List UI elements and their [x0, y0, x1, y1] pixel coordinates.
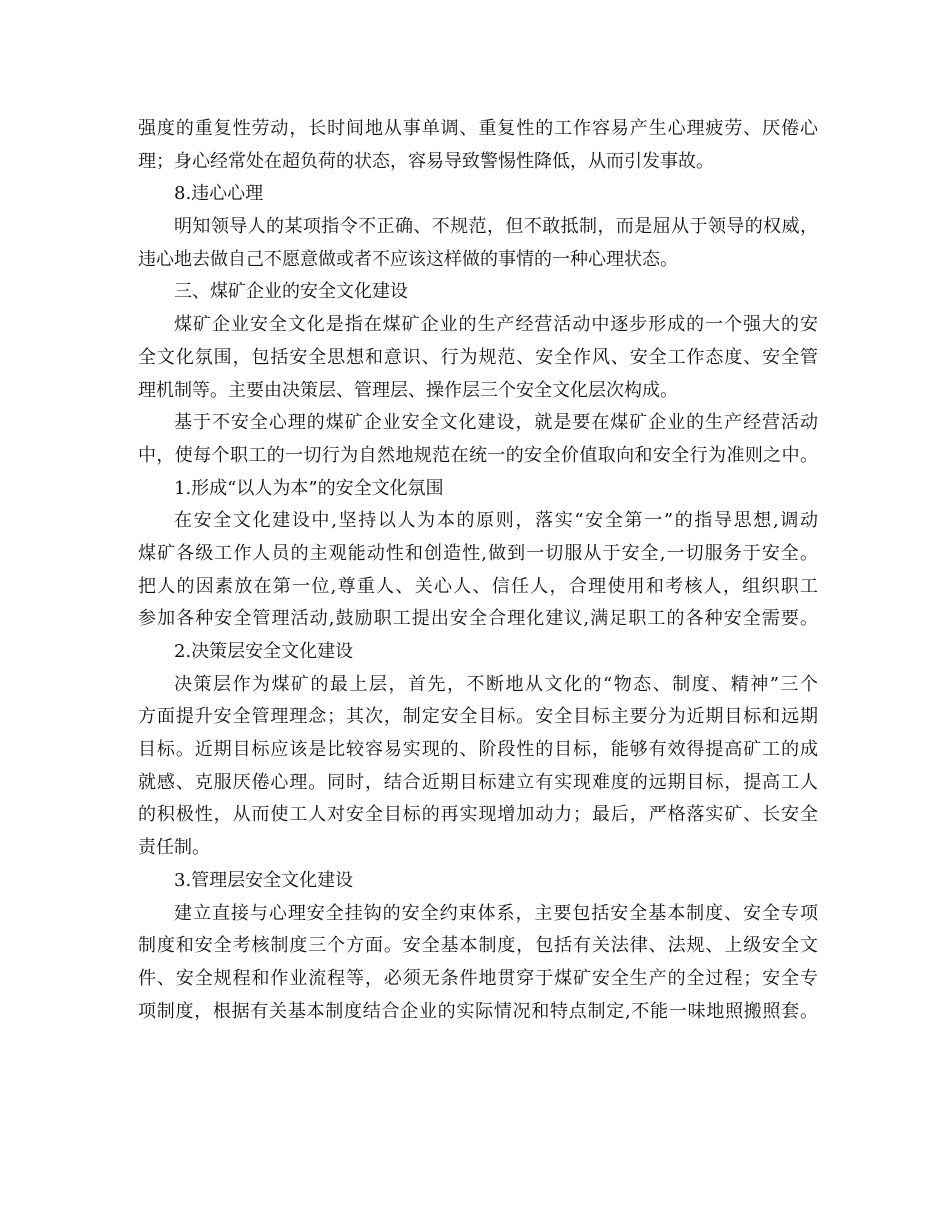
section-heading: 3.管理层安全文化建设 — [174, 869, 354, 891]
text-line: 明知领导人的某项指令不正确、不规范，但不敢抵制，而是屈从于领导的权威， — [174, 216, 818, 238]
text-line: 煤矿企业安全文化是指在煤矿企业的生产经营活动中逐步形成的一个强大的安 — [174, 314, 818, 336]
text-line: 把人的因素放在第一位,尊重人、关心人、信任人，合理使用和考核人，组织职工 — [138, 575, 818, 597]
text-line: 制度和安全考核制度三个方面。安全基本制度，包括有关法律、法规、上级安全文 — [138, 935, 818, 957]
text-line: 理；身心经常处在超负荷的状态，容易导致警惕性降低，从而引发事故。 — [138, 150, 714, 172]
text-line: 方面提升安全管理理念；其次，制定安全目标。安全目标主要分为近期目标和远期 — [138, 706, 818, 728]
text-line: 理机制等。主要由决策层、管理层、操作层三个安全文化层次构成。 — [138, 379, 678, 401]
text-line: 件、安全规程和作业流程等，必须无条件地贯穿于煤矿安全生产的全过程；安全专 — [138, 967, 818, 989]
text-line: 项制度，根据有关基本制度结合企业的实际情况和特点制定,不能一味地照搬照套。 — [138, 1000, 818, 1022]
text-line: 的积极性，从而使工人对安全目标的再实现增加动力；最后，严格落实矿、长安全 — [138, 804, 818, 826]
section-heading: 8.违心心理 — [174, 183, 264, 205]
text-line: 全文化氛围，包括安全思想和意识、行为规范、安全作风、安全工作态度、安全管 — [138, 346, 818, 368]
text-line: 基于不安全心理的煤矿企业安全文化建设，就是要在煤矿企业的生产经营活动 — [174, 412, 818, 434]
text-line: 就感、克服厌倦心理。同时，结合近期目标建立有实现难度的远期目标，提高工人 — [138, 771, 818, 793]
document-body — [138, 113, 818, 1028]
section-heading: 1.形成“以人为本”的安全文化氛围 — [174, 477, 444, 499]
text-line: 强度的重复性劳动，长时间地从事单调、重复性的工作容易产生心理疲劳、厌倦心 — [138, 118, 818, 139]
text-line: 在安全文化建设中,坚持以人为本的原则，落实“安全第一”的指导思想,调动 — [174, 510, 818, 532]
text-line: 目标。近期目标应该是比较容易实现的、阶段性的目标，能够有效得提高矿工的成 — [138, 739, 818, 761]
section-heading: 2.决策层安全文化建设 — [174, 641, 354, 662]
text-line: 建立直接与心理安全挂钩的安全约束体系，主要包括安全基本制度、安全专项 — [174, 902, 818, 924]
text-line: 中，使每个职工的一切行为自然地规范在统一的安全价值取向和安全行为准则之中。 — [138, 444, 818, 466]
text-line: 违心地去做自己不愿意做或者不应该这样做的事情的一种心理状态。 — [138, 248, 678, 270]
text-line: 煤矿各级工作人员的主观能动性和创造性,做到一切服从于安全,一切服务于安全。 — [138, 542, 818, 564]
text-line: 决策层作为煤矿的最上层，首先，不断地从文化的“物态、制度、精神”三个 — [174, 673, 818, 695]
text-line: 责任制。 — [138, 837, 210, 859]
section-heading: 三、煤矿企业的安全文化建设 — [174, 281, 408, 303]
text-line: 参加各种安全管理活动,鼓励职工提出安全合理化建议,满足职工的各种安全需要。 — [138, 608, 818, 630]
